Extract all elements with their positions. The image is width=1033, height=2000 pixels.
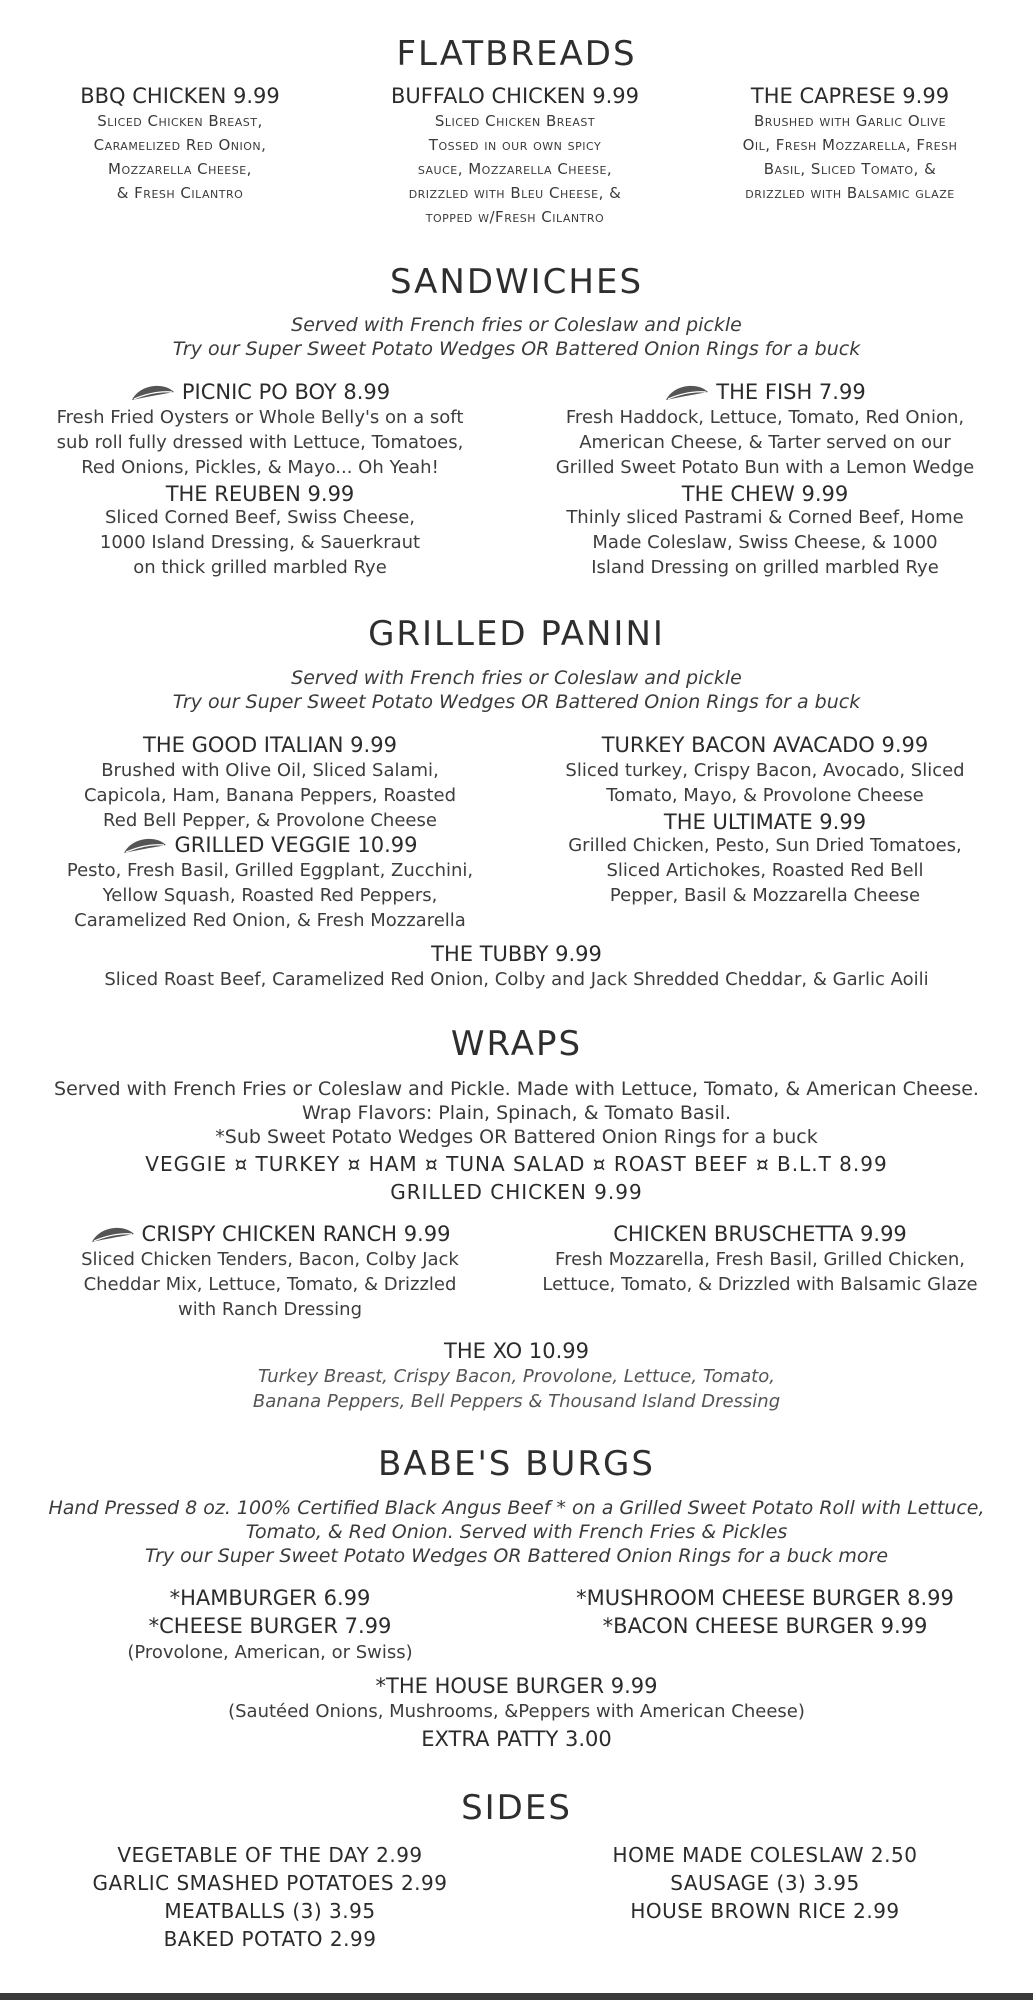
burgs-intro: Tomato, & Red Onion. Served with French Fries & Pickles — [245, 1521, 788, 1543]
leaf-icon — [664, 382, 710, 404]
burger-bacon: *BACON CHEESE BURGER 9.99 — [602, 1614, 928, 1638]
flatbread-bbq-desc: Caramelized Red Onion, — [93, 136, 267, 154]
sandwich-fish-desc: Fresh Haddock, Lettuce, Tomato, Red Onion, — [565, 407, 965, 428]
flatbread-caprese-title: THE CAPRESE 9.99 — [750, 84, 950, 108]
wrap-bruschetta-desc: Lettuce, Tomato, & Drizzled with Balsamic Glaze — [542, 1274, 978, 1295]
wraps-list: VEGGIE ¤ TURKEY ¤ HAM ¤ TUNA SALAD ¤ ROAST BEEF ¤ B.L.T 8.99 — [145, 1152, 888, 1176]
sandwich-fish-title — [520, 380, 1010, 404]
wraps-intro: *Sub Sweet Potato Wedges OR Battered Onion Rings for a buck — [215, 1126, 818, 1148]
side-item: HOUSE BROWN RICE 2.99 — [630, 1899, 900, 1923]
section-title-sandwiches: SANDWICHES — [389, 262, 644, 302]
burger-mushroom: *MUSHROOM CHEESE BURGER 8.99 — [576, 1586, 954, 1610]
flatbread-caprese-desc: drizzled with Balsamic glaze — [745, 184, 955, 202]
burger-house: *THE HOUSE BURGER 9.99 — [375, 1674, 658, 1698]
flatbread-bbq-desc: Mozzarella Cheese, — [108, 160, 252, 178]
item-label: THE FISH 7.99 — [716, 380, 866, 404]
side-item: BAKED POTATO 2.99 — [163, 1927, 377, 1951]
side-item: VEGETABLE OF THE DAY 2.99 — [117, 1843, 423, 1867]
flatbread-buffalo-desc: drizzled with Bleu Cheese, & — [408, 184, 622, 202]
flatbread-bbq-desc: Sliced Chicken Breast, — [97, 112, 263, 130]
wrap-bruschetta-desc: Fresh Mozzarella, Fresh Basil, Grilled Chicken, — [555, 1249, 965, 1270]
flatbread-caprese-desc: Basil, Sliced Tomato, & — [763, 160, 937, 178]
sandwich-reuben-desc: 1000 Island Dressing, & Sauerkraut — [99, 532, 421, 553]
burger-house-note: (Sautéed Onions, Mushrooms, &Peppers with American Cheese) — [228, 1701, 805, 1722]
panini-turkey-desc: Tomato, Mayo, & Provolone Cheese — [606, 785, 924, 806]
panini-ultimate-title: THE ULTIMATE 9.99 — [663, 810, 867, 834]
flatbread-buffalo-desc: Sliced Chicken Breast — [434, 112, 596, 130]
wraps-intro: Served with French Fries or Coleslaw and Pickle. Made with Lettuce, Tomato, & American Cheese. — [54, 1078, 979, 1100]
bottom-border — [0, 1993, 1033, 2000]
flatbread-caprese-desc: Brushed with Garlic Olive — [753, 112, 947, 130]
panini-veggie-desc: Pesto, Fresh Basil, Grilled Eggplant, Zucchini, — [66, 860, 474, 881]
leaf-icon — [130, 382, 176, 404]
sandwiches-intro: Served with French fries or Coleslaw and pickle — [291, 314, 742, 336]
item-label: CRISPY CHICKEN RANCH 9.99 — [141, 1222, 451, 1246]
panini-intro: Try our Super Sweet Potato Wedges OR Battered Onion Rings for a buck — [172, 691, 861, 713]
panini-turkey-desc: Sliced turkey, Crispy Bacon, Avocado, Sliced — [565, 760, 965, 781]
sandwich-reuben-desc: on thick grilled marbled Rye — [133, 557, 387, 578]
flatbread-buffalo-desc: topped w/Fresh Cilantro — [425, 208, 605, 226]
sandwich-reuben-desc: Sliced Corned Beef, Swiss Cheese, — [104, 507, 416, 528]
flatbread-buffalo-title: BUFFALO CHICKEN 9.99 — [390, 84, 640, 108]
flatbread-caprese-desc: Oil, Fresh Mozzarella, Fresh — [742, 136, 958, 154]
sandwich-po-boy-desc: sub roll fully dressed with Lettuce, Tomatoes, — [56, 432, 464, 453]
section-title-sides: SIDES — [461, 1788, 572, 1828]
wrap-ranch-desc: Sliced Chicken Tenders, Bacon, Colby Jack — [81, 1249, 459, 1270]
sandwiches-intro: Try our Super Sweet Potato Wedges OR Battered Onion Rings for a buck — [172, 338, 861, 360]
panini-tubby-desc: Sliced Roast Beef, Caramelized Red Onion, Colby and Jack Shredded Cheddar, & Garlic Aoili — [104, 969, 929, 990]
sandwich-po-boy-desc: Fresh Fried Oysters or Whole Belly's on a soft — [56, 407, 464, 428]
panini-italian-desc: Red Bell Pepper, & Provolone Cheese — [103, 810, 437, 831]
panini-tubby-title: THE TUBBY 9.99 — [431, 942, 602, 966]
item-label: GRILLED VEGGIE 10.99 — [174, 833, 418, 857]
burger-cheese: *CHEESE BURGER 7.99 — [148, 1614, 392, 1638]
leaf-icon — [90, 1224, 136, 1246]
sandwich-chew-desc: Made Coleslaw, Swiss Cheese, & 1000 — [592, 532, 938, 553]
burgs-intro: Hand Pressed 8 oz. 100% Certified Black Angus Beef * on a Grilled Sweet Potato Roll with Lettuce, — [48, 1497, 985, 1519]
sandwich-chew-desc: Thinly sliced Pastrami & Corned Beef, Home — [566, 507, 964, 528]
wrap-ranch-desc: with Ranch Dressing — [177, 1299, 363, 1320]
flatbread-bbq-desc: & Fresh Cilantro — [116, 184, 244, 202]
panini-italian-title: THE GOOD ITALIAN 9.99 — [143, 733, 397, 757]
sandwich-po-boy-title — [40, 380, 480, 404]
sandwich-fish-desc: American Cheese, & Tarter served on our — [579, 432, 951, 453]
sandwich-chew-title: THE CHEW 9.99 — [681, 482, 849, 506]
panini-ultimate-desc: Sliced Artichokes, Roasted Red Bell — [606, 860, 924, 881]
panini-ultimate-desc: Grilled Chicken, Pesto, Sun Dried Tomatoes, — [568, 835, 962, 856]
sandwich-chew-desc: Island Dressing on grilled marbled Rye — [591, 557, 939, 578]
wrap-ranch-title — [40, 1222, 500, 1246]
flatbread-bbq-title: BBQ CHICKEN 9.99 — [80, 84, 280, 108]
panini-ultimate-desc: Pepper, Basil & Mozzarella Cheese — [609, 885, 921, 906]
side-item: MEATBALLS (3) 3.95 — [164, 1899, 376, 1923]
side-item: SAUSAGE (3) 3.95 — [670, 1871, 860, 1895]
flatbread-buffalo-desc: Tossed in our own spicy — [428, 136, 602, 154]
burgs-intro: Try our Super Sweet Potato Wedges OR Battered Onion Rings for a buck more — [144, 1545, 889, 1567]
flatbread-buffalo-desc: sauce, Mozzarella Cheese, — [417, 160, 613, 178]
panini-turkey-title: TURKEY BACON AVACADO 9.99 — [601, 733, 929, 757]
side-item: GARLIC SMASHED POTATOES 2.99 — [92, 1871, 448, 1895]
burger-hamburger: *HAMBURGER 6.99 — [169, 1586, 371, 1610]
wrap-xo-title: THE XO 10.99 — [444, 1339, 589, 1363]
sandwich-fish-desc: Grilled Sweet Potato Bun with a Lemon Wedge — [555, 457, 975, 478]
panini-italian-desc: Brushed with Olive Oil, Sliced Salami, — [101, 760, 439, 781]
panini-veggie-desc: Caramelized Red Onion, & Fresh Mozzarella — [74, 910, 466, 931]
wraps-intro: Wrap Flavors: Plain, Spinach, & Tomato Basil. — [301, 1102, 732, 1124]
side-item: HOME MADE COLESLAW 2.50 — [612, 1843, 918, 1867]
leaf-icon — [122, 835, 168, 857]
wrap-bruschetta-title: CHICKEN BRUSCHETTA 9.99 — [613, 1222, 907, 1246]
wrap-xo-desc: Turkey Breast, Crispy Bacon, Provolone, Lettuce, Tomato, — [258, 1366, 775, 1387]
section-title-burgs: BABE'S BURGS — [378, 1444, 655, 1484]
sandwich-reuben-title: THE REUBEN 9.99 — [165, 482, 355, 506]
wrap-ranch-desc: Cheddar Mix, Lettuce, Tomato, & Drizzled — [83, 1274, 457, 1295]
burger-cheese-note: (Provolone, American, or Swiss) — [127, 1642, 413, 1663]
panini-intro: Served with French fries or Coleslaw and pickle — [291, 667, 742, 689]
section-title-flatbreads: FLATBREADS — [396, 34, 637, 74]
item-label: PICNIC PO BOY 8.99 — [181, 380, 391, 404]
wrap-xo-desc: Banana Peppers, Bell Peppers & Thousand Island Dressing — [252, 1391, 781, 1412]
sandwich-po-boy-desc: Red Onions, Pickles, & Mayo... Oh Yeah! — [81, 457, 439, 478]
burger-extra-patty: EXTRA PATTY 3.00 — [421, 1727, 612, 1751]
panini-veggie-title — [40, 833, 500, 857]
section-title-wraps: WRAPS — [450, 1024, 583, 1064]
panini-veggie-desc: Yellow Squash, Roasted Red Peppers, — [102, 885, 438, 906]
panini-italian-desc: Capicola, Ham, Banana Peppers, Roasted — [83, 785, 457, 806]
section-title-panini: GRILLED PANINI — [368, 614, 665, 654]
wraps-list: GRILLED CHICKEN 9.99 — [390, 1180, 643, 1204]
